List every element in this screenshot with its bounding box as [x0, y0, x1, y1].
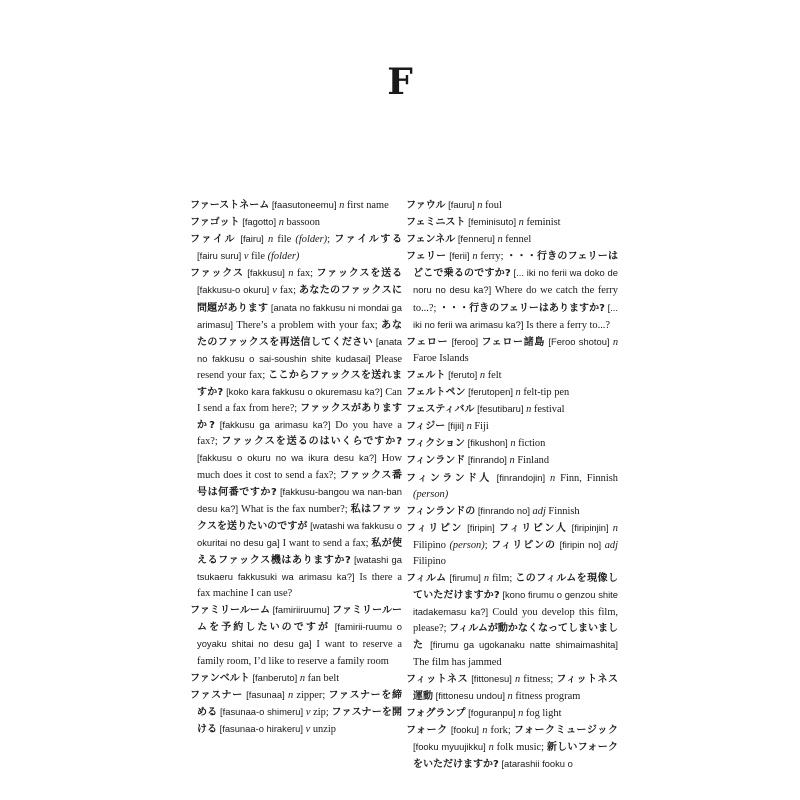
definition-text: fitness; [520, 673, 557, 685]
headword-japanese: フィリピン [406, 522, 463, 534]
headword-japanese: ファスナーを締める [197, 689, 402, 718]
definition-text: fitness program [512, 690, 581, 702]
dictionary-entry [190, 670, 402, 687]
headword-japanese: 新しいフォークをいただけますか? [413, 742, 618, 771]
part-of-speech: n [287, 689, 294, 701]
dictionary-entry [190, 231, 402, 265]
part-of-speech: adj [532, 505, 546, 517]
romanization: [atarashii fooku o [501, 758, 573, 770]
romanization: [koko kara fakkusu o okuremasu ka?] [226, 386, 383, 398]
romanization: [fasunaa-o hirakeru] [219, 722, 303, 734]
headword-japanese: フィルム [406, 573, 447, 585]
definition-text: fennel [502, 234, 532, 246]
part-of-speech: n [518, 217, 524, 229]
definition-text: ; [327, 234, 335, 246]
definition-text: I want to reserve a family room, I’d like to reserve a family room [197, 639, 402, 667]
section-letter-heading: F [387, 61, 413, 103]
romanization: [firipinjin] [571, 521, 609, 533]
definition-text: Could you develop this film, please?; [413, 607, 619, 635]
dictionary-entry [406, 231, 618, 248]
headword-japanese: あなたのファックスを再送信してください [197, 319, 402, 348]
romanization: [fesutibaru] [477, 403, 524, 415]
part-of-speech: v [272, 285, 277, 297]
romanization: [fittonesu] [471, 672, 512, 684]
romanization: [fairu] [240, 233, 264, 245]
headword-japanese: ファックスを送るのはいくらですか? [221, 436, 402, 448]
headword-japanese: ファウル [406, 200, 446, 211]
romanization: [famiriiruumu] [272, 604, 330, 616]
headword-japanese: フェンネル [406, 234, 456, 246]
part-of-speech: n [488, 742, 494, 753]
definition-text: first name [344, 200, 389, 211]
romanization: [fakkusu-bangou wa nan-ban desu ka?] [197, 485, 402, 514]
romanization: [fasunaa] [246, 688, 285, 700]
romanization: [firipin no] [559, 538, 602, 550]
part-of-speech: n [267, 234, 274, 246]
part-of-speech: (person) [449, 539, 485, 551]
headword-japanese: フィンランドの [406, 505, 476, 517]
romanization: [firipin] [467, 521, 495, 533]
part-of-speech: n [526, 404, 532, 416]
dictionary-entry [190, 687, 402, 738]
romanization: [fakkusu ga arimasu ka?] [219, 419, 331, 431]
romanization: [fikushon] [467, 437, 508, 449]
part-of-speech: (folder) [267, 251, 300, 263]
part-of-speech: n [477, 200, 483, 211]
part-of-speech: n [515, 387, 521, 399]
romanization: [finrando no] [477, 504, 530, 516]
part-of-speech: n [299, 672, 306, 684]
headword-japanese: フォークミュージック [513, 724, 618, 736]
headword-japanese: ファゴット [190, 217, 240, 229]
headword-japanese: ファックスがありますか? [197, 403, 402, 432]
definition-text: Where do we catch the ferry to...?; [413, 285, 619, 314]
romanization: [Feroo shotou] [548, 335, 610, 347]
headword-japanese: ここからファックスを送れますか? [197, 369, 402, 399]
dictionary-entry [406, 452, 618, 469]
romanization: [fijii] [447, 420, 464, 432]
definition-text: I want to send a fax; [279, 537, 372, 549]
dictionary-entry [406, 197, 618, 214]
romanization: [feroo] [451, 335, 479, 347]
romanization: [finrando] [467, 454, 507, 466]
part-of-speech: n [288, 268, 294, 280]
romanization: [fakkusu] [247, 267, 285, 279]
headword-japanese: フィルムが動かなくなってしまいました [413, 623, 618, 652]
part-of-speech: adj [604, 539, 618, 551]
headword-japanese: ファスナー [190, 689, 243, 701]
romanization: [foguranpu] [468, 706, 516, 718]
romanization: [firumu] [449, 572, 481, 584]
romanization: [fooku] [450, 723, 480, 735]
part-of-speech: v [243, 251, 249, 263]
romanization: [... iki no ferii wa doko de noru no desu ka?] [413, 267, 618, 296]
headword-japanese: フィンランド人 [406, 472, 492, 484]
definition-text: fax; [293, 268, 317, 280]
headword-japanese: フェロー [406, 336, 449, 348]
dictionary-entry [406, 214, 618, 231]
dictionary-entry [406, 570, 618, 671]
definition-text: felt-tip pen [520, 387, 570, 399]
romanization: [finrandojin] [496, 471, 546, 483]
dictionary-column-right [406, 197, 618, 773]
headword-japanese: フェリー [406, 251, 447, 263]
headword-japanese: ファイルする [334, 234, 402, 246]
headword-japanese: ファックス [190, 268, 244, 280]
definition-text: There’s a problem with your fax; [232, 319, 382, 331]
headword-japanese: フィリピン人 [498, 522, 568, 534]
definition-text: bassoon [283, 217, 320, 229]
definition-text: unzip [310, 723, 336, 735]
part-of-speech: n [612, 522, 618, 534]
part-of-speech: n [482, 724, 488, 736]
definition-text: ferry; [477, 251, 507, 263]
definition-text: feminist [523, 217, 561, 229]
romanization: [fooku myuujikku] [413, 741, 486, 752]
headword-japanese: フェミニスト [406, 217, 466, 229]
headword-japanese: フィンランド [406, 455, 466, 467]
definition-text: The film has jammed [413, 656, 502, 668]
headword-japanese: フォグランプ [406, 707, 466, 719]
definition-text: festival [531, 404, 565, 416]
part-of-speech: v [305, 723, 311, 735]
definition-text: Is there a ferry to...? [523, 319, 611, 331]
part-of-speech: n [612, 336, 619, 348]
romanization: [famirii-ruumu o yoyaku shitai no desu ga] [197, 621, 402, 650]
romanization: [ferii] [449, 250, 470, 262]
definition-text: Finland [514, 455, 550, 467]
headword-japanese: 私はファックスを送りたいのですが [197, 503, 402, 532]
headword-japanese: ファミリールーム [190, 605, 270, 617]
part-of-speech: n [472, 251, 478, 263]
romanization: [... iki no ferii wa arimasu ka?] [413, 301, 618, 330]
part-of-speech: n [466, 421, 472, 433]
dictionary-entry [406, 503, 618, 520]
definition-text: Faroe Islands [413, 352, 469, 364]
headword-japanese: ・・・行きのフェリーはどこで乗るのですか? [413, 251, 619, 280]
definition-text: foul [482, 200, 502, 211]
headword-japanese: フィットネス [406, 673, 469, 685]
romanization: [fauru] [448, 199, 475, 210]
romanization: [fenneru] [457, 233, 495, 245]
definition-text: fog light [523, 707, 562, 719]
romanization: [ferutopen] [468, 386, 513, 398]
dictionary-entry [406, 367, 618, 384]
part-of-speech: (person) [413, 488, 449, 500]
headword-japanese: ファーストネーム [190, 200, 270, 211]
definition-text: Is there a fax machine I can use? [197, 572, 402, 600]
headword-japanese: ファスナーを開ける [197, 706, 402, 735]
romanization: [fittonesu undou] [435, 689, 505, 701]
romanization: [fagotto] [242, 216, 277, 228]
romanization: [feruto] [448, 368, 478, 380]
definition-text: ; [484, 539, 492, 551]
headword-japanese: ファミリールームを予約したいのですが [197, 605, 402, 634]
definition-text: file [273, 234, 296, 246]
definition-text: Please resend your fax; [197, 353, 402, 381]
dictionary-entry [190, 265, 402, 602]
headword-japanese: フェスティバル [406, 404, 475, 416]
dictionary-entry [190, 197, 402, 214]
part-of-speech: n [479, 369, 486, 381]
headword-japanese: フォーク [406, 724, 448, 736]
dictionary-entry [406, 470, 618, 503]
definition-text: Do you have a fax?; [197, 420, 402, 448]
part-of-speech: n [507, 690, 513, 702]
headword-japanese: ファックスを送る [316, 268, 402, 280]
dictionary-entry [406, 248, 618, 333]
romanization: [firumu ga ugokanaku natte shimaimashita] [430, 639, 618, 651]
definition-text: Filipino [413, 539, 450, 551]
dictionary-entry [406, 384, 618, 401]
part-of-speech: n [514, 673, 521, 685]
headword-japanese: 私が使えるファックス機はありますか? [197, 537, 402, 566]
romanization: [fasunaa-o shimeru] [220, 705, 304, 717]
romanization: [fakkusu-o okuru] [197, 284, 270, 296]
dictionary-entry [406, 334, 618, 367]
romanization: [anata no fakkusu o sai-soushin shite kudasai] [197, 335, 402, 364]
dictionary-entry [406, 722, 618, 773]
romanization: [kono firumu o genzou shite itadakemasu ka?] [413, 589, 618, 618]
headword-japanese: ・・・行きのフェリーはありますか? [439, 302, 605, 314]
romanization: [watashi ga tsukaeru fakkusuki wa arimasu ka?] [197, 553, 402, 583]
romanization: [anata no fakkusu ni mondai ga arimasu] [197, 301, 402, 330]
part-of-speech: n [550, 472, 556, 484]
part-of-speech: n [510, 438, 516, 450]
definition-text: zipper; [293, 689, 329, 701]
definition-text: Can I send a fax from here?; [197, 387, 402, 415]
headword-japanese: フェルトペン [406, 387, 466, 399]
definition-text: fax; [276, 285, 299, 297]
dictionary-entry [190, 602, 402, 669]
part-of-speech: n [483, 573, 490, 585]
dictionary-entry [406, 418, 618, 435]
romanization: [fairu suru] [197, 250, 242, 262]
definition-text: Fiji [471, 421, 489, 433]
dictionary-entry [406, 401, 618, 418]
definition-text: fork; [487, 724, 514, 736]
definition-text: file [248, 251, 268, 263]
part-of-speech: (folder) [295, 234, 328, 246]
part-of-speech: n [278, 217, 284, 229]
romanization: [fakkusu o okuru no wa ikura desu ka?] [197, 452, 377, 464]
headword-japanese: フィクション [406, 438, 465, 450]
headword-japanese: フィリピンの [491, 539, 557, 551]
part-of-speech: n [497, 234, 503, 246]
definition-text: Filipino [413, 555, 446, 567]
definition-text: felt [485, 369, 502, 381]
definition-text: folk music; [493, 742, 547, 753]
romanization: [watashi wa fakkusu o okuritai no desu ga] [197, 519, 402, 548]
dictionary-column-left [190, 197, 402, 738]
headword-japanese: フィジー [406, 421, 446, 433]
definition-text: Finn, Finnish [555, 472, 618, 484]
headword-japanese: あなたのファックスに問題があります [197, 285, 402, 314]
part-of-speech: n [339, 200, 345, 211]
definition-text: How much does it cost to send a fax?; [197, 453, 402, 481]
headword-japanese: フェロー諸島 [481, 336, 546, 348]
definition-text: Finnish [545, 505, 580, 517]
headword-japanese: ファイル [190, 234, 237, 246]
headword-japanese: ファンベルト [190, 672, 250, 684]
definition-text: fiction [515, 438, 546, 450]
romanization: [fanberuto] [252, 671, 298, 683]
part-of-speech: n [509, 455, 515, 467]
headword-japanese: フィットネス運動 [413, 673, 618, 702]
dictionary-entry [190, 214, 402, 231]
romanization: [feminisuto] [468, 216, 517, 228]
headword-japanese: ファックス番号は何番ですか? [197, 469, 402, 498]
dictionary-entry [406, 671, 618, 705]
dictionary-entry [406, 435, 618, 452]
headword-japanese: このフィルムを現像していただけますか? [413, 573, 618, 602]
dictionary-entry [406, 705, 618, 722]
definition-text: What is the fax number?; [238, 503, 351, 515]
romanization: [faasutoneemu] [271, 199, 337, 210]
definition-text: zip; [310, 706, 332, 718]
part-of-speech: v [305, 706, 311, 718]
headword-japanese: フェルト [406, 369, 446, 381]
part-of-speech: n [518, 707, 524, 719]
dictionary-entry [406, 520, 618, 570]
definition-text: film; [489, 573, 516, 585]
definition-text: fan belt [305, 672, 340, 684]
